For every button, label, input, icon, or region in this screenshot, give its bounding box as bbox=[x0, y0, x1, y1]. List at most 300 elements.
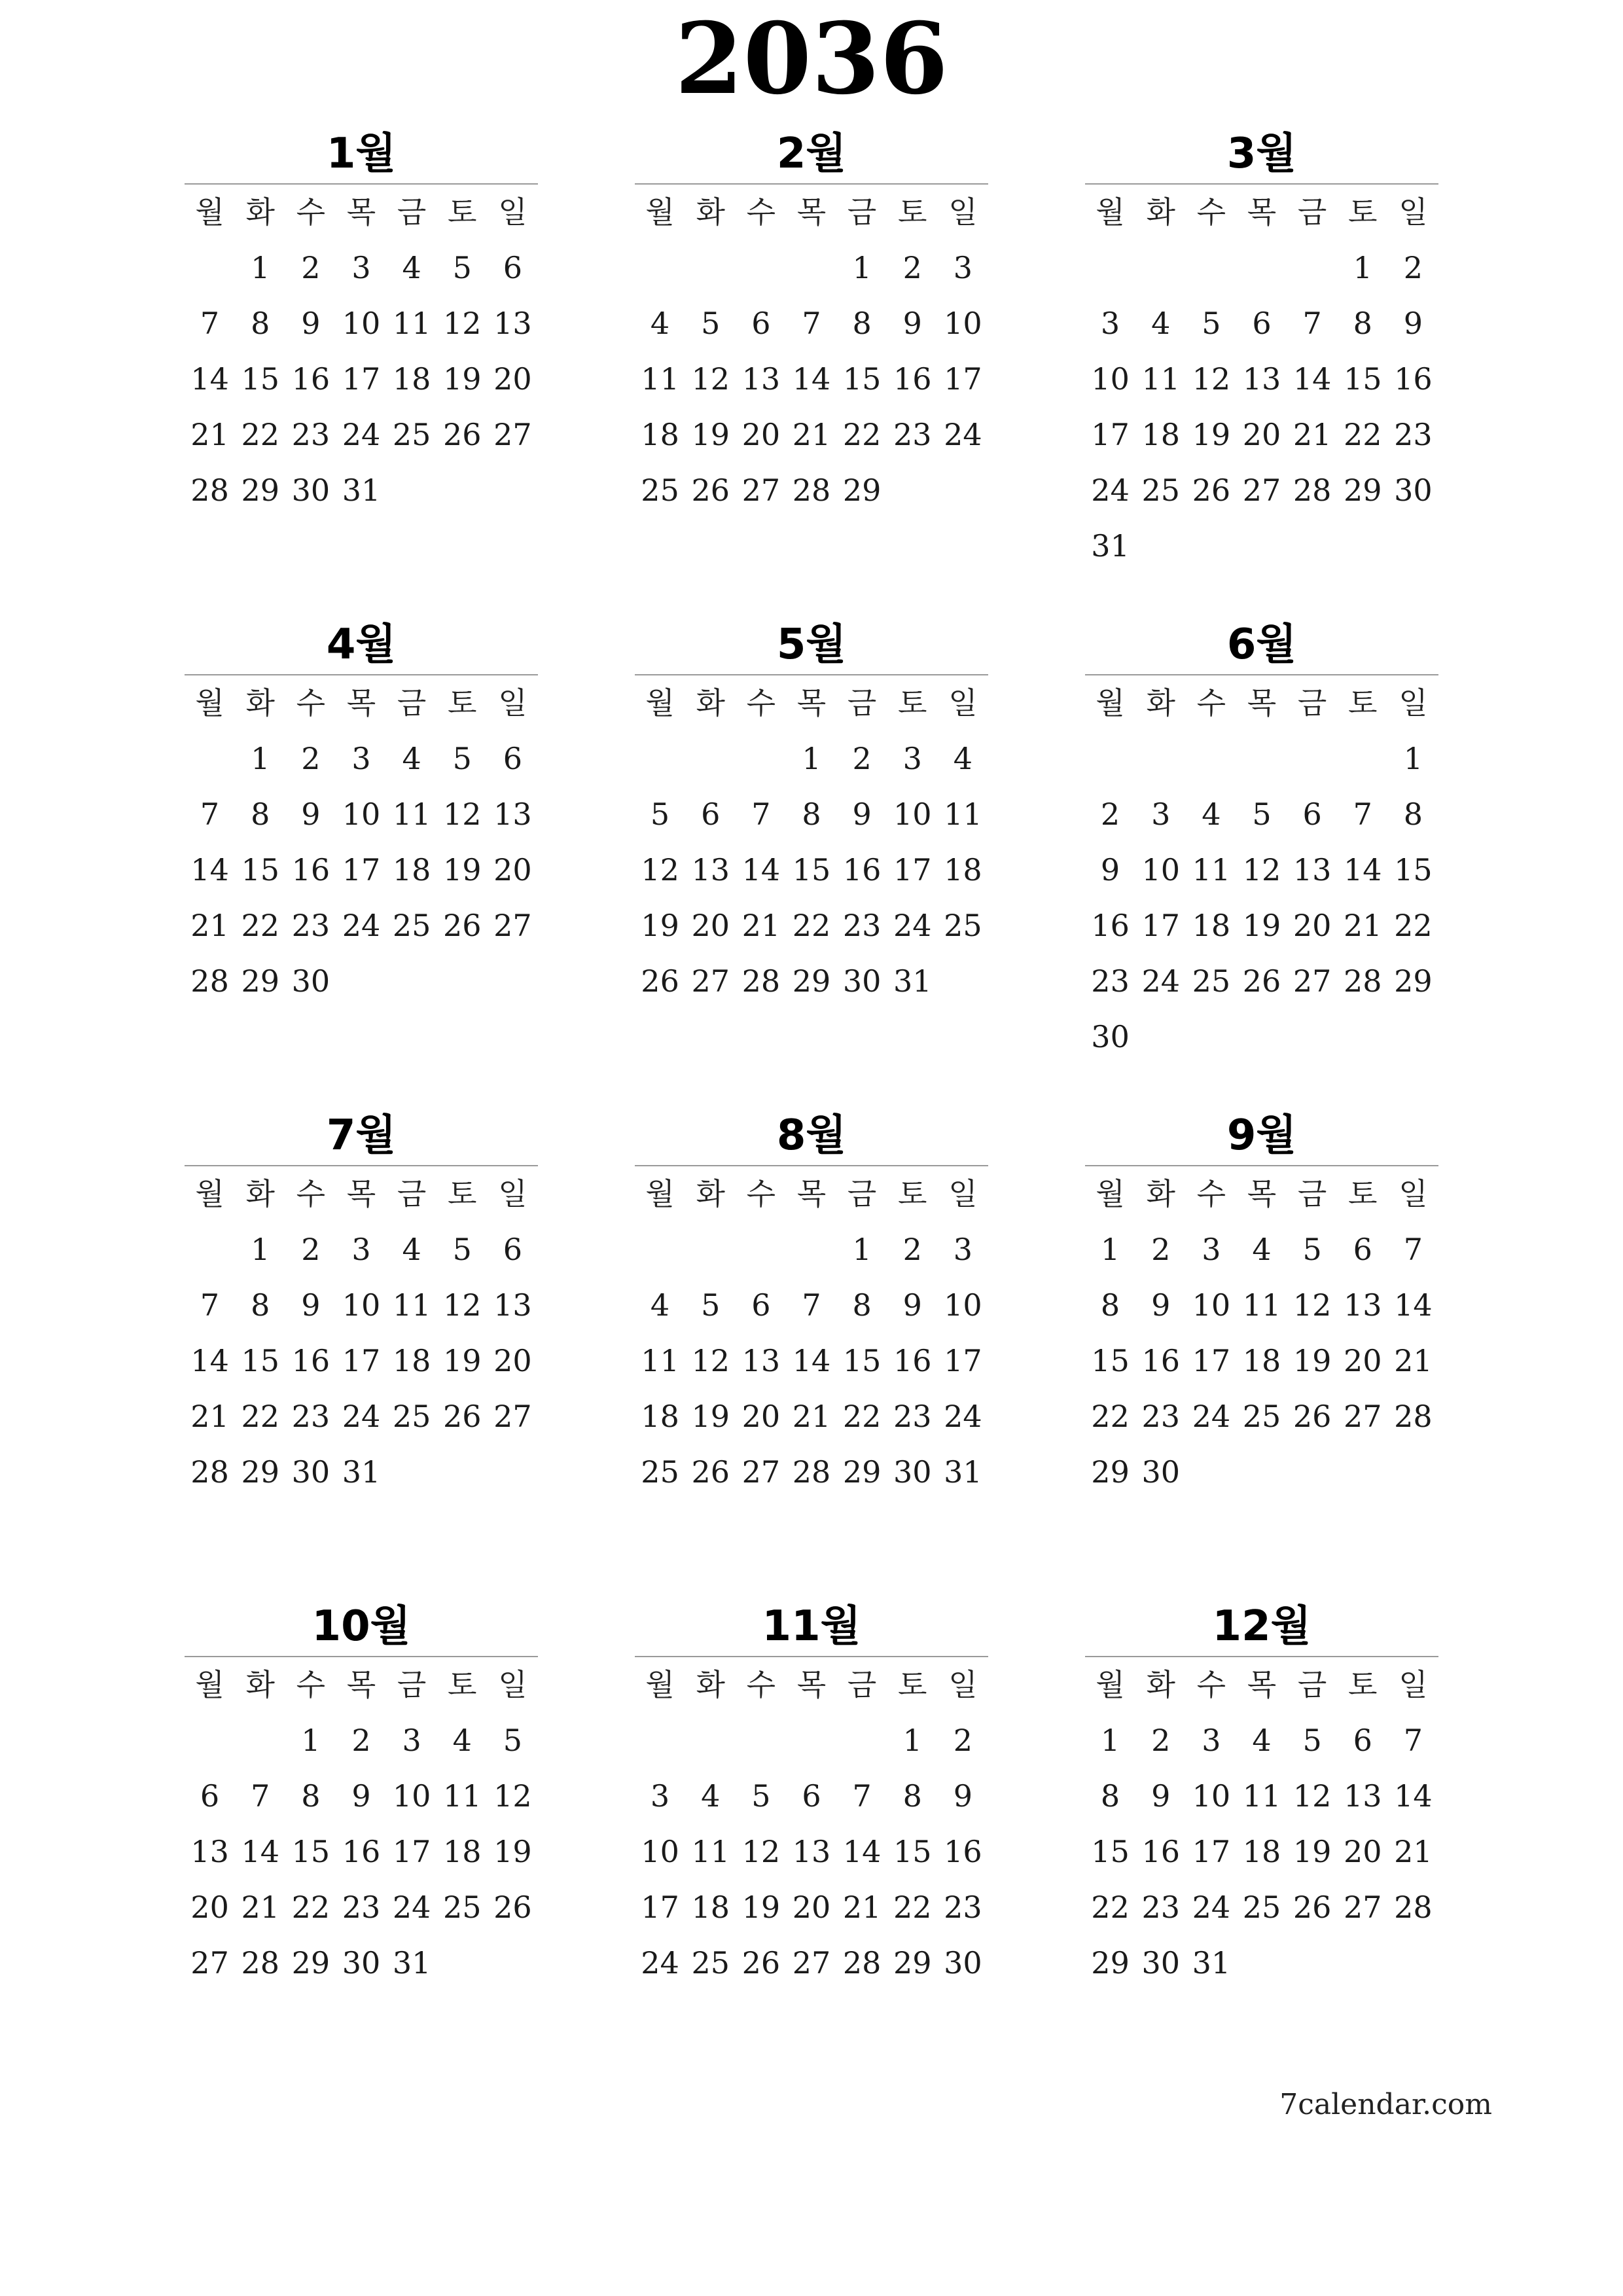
day-cell: 6 bbox=[751, 306, 771, 341]
day-cell: 17 bbox=[893, 852, 932, 888]
weekday-label: 토 bbox=[898, 1667, 927, 1702]
day-cell: 14 bbox=[842, 1834, 882, 1869]
day-cell: 24 bbox=[1192, 1890, 1231, 1925]
day-cell: 12 bbox=[691, 361, 730, 397]
day-cell: 11 bbox=[641, 361, 679, 397]
weekday-label: 목 bbox=[796, 1667, 827, 1702]
day-cell: 23 bbox=[944, 1890, 982, 1925]
day-cell: 30 bbox=[1141, 1454, 1180, 1490]
day-cell: 25 bbox=[1242, 1890, 1281, 1925]
empty-cell bbox=[635, 1713, 685, 1768]
day-cell: 5 bbox=[452, 1232, 472, 1267]
day-cell: 28 bbox=[1394, 1890, 1433, 1925]
weekday-label: 월 bbox=[195, 685, 224, 721]
month-block bbox=[185, 615, 538, 1009]
day-cell: 5 bbox=[1252, 797, 1272, 832]
day-cell: 22 bbox=[241, 417, 279, 452]
weekday-label: 화 bbox=[696, 1667, 725, 1702]
weekday-label: 화 bbox=[1146, 194, 1175, 230]
day-cell: 13 bbox=[792, 1834, 831, 1869]
day-cell: 16 bbox=[893, 1343, 932, 1378]
day-cell: 5 bbox=[1202, 306, 1221, 341]
weekday-label: 토 bbox=[1348, 1667, 1378, 1702]
empty-cell bbox=[1287, 731, 1338, 787]
weekday-label: 월 bbox=[195, 1176, 224, 1211]
weekday-label: 일 bbox=[948, 1176, 978, 1211]
day-cell: 23 bbox=[342, 1890, 381, 1925]
weekday-label: 목 bbox=[796, 194, 827, 230]
day-cell: 6 bbox=[1252, 306, 1272, 341]
empty-cell bbox=[185, 731, 235, 787]
day-cell: 7 bbox=[1353, 797, 1372, 832]
weekday-label: 금 bbox=[1297, 194, 1327, 230]
day-cell: 5 bbox=[751, 1778, 771, 1814]
day-cell: 2 bbox=[1100, 797, 1120, 832]
weekday-label: 금 bbox=[397, 685, 427, 721]
day-cell: 9 bbox=[902, 1287, 922, 1323]
day-cell: 8 bbox=[802, 797, 821, 832]
day-cell: 1 bbox=[902, 1723, 922, 1758]
day-cell: 11 bbox=[944, 797, 982, 832]
weekday-label: 수 bbox=[296, 194, 326, 230]
day-cell: 14 bbox=[190, 1343, 229, 1378]
day-cell: 24 bbox=[944, 417, 982, 452]
weekday-label: 월 bbox=[1096, 194, 1125, 230]
day-cell: 29 bbox=[241, 473, 279, 508]
day-cell: 19 bbox=[1293, 1343, 1332, 1378]
weekday-label: 토 bbox=[448, 685, 477, 721]
day-cell: 23 bbox=[291, 908, 330, 943]
day-cell: 22 bbox=[291, 1890, 330, 1925]
empty-cell bbox=[635, 1222, 685, 1278]
day-cell: 26 bbox=[1293, 1890, 1332, 1925]
weekday-label: 화 bbox=[245, 1667, 275, 1702]
day-cell: 19 bbox=[641, 908, 679, 943]
day-cell: 15 bbox=[1344, 361, 1382, 397]
day-cell: 5 bbox=[1302, 1723, 1322, 1758]
weekday-label: 금 bbox=[397, 194, 427, 230]
weekday-label: 목 bbox=[1247, 1667, 1277, 1702]
weekday-label: 목 bbox=[346, 685, 376, 721]
weekday-label: 목 bbox=[796, 1176, 827, 1211]
day-cell: 12 bbox=[641, 852, 679, 888]
month-block bbox=[635, 615, 988, 1009]
weekday-label: 일 bbox=[498, 1667, 527, 1702]
weekday-label: 수 bbox=[1196, 685, 1226, 721]
day-cell: 20 bbox=[1242, 417, 1281, 452]
day-cell: 29 bbox=[842, 473, 882, 508]
day-cell: 7 bbox=[852, 1778, 872, 1814]
empty-cell bbox=[1186, 240, 1236, 296]
day-cell: 22 bbox=[842, 1399, 882, 1434]
weekday-label: 목 bbox=[1247, 685, 1277, 721]
day-cell: 7 bbox=[1403, 1232, 1423, 1267]
day-cell: 13 bbox=[493, 1287, 532, 1323]
weekday-label: 수 bbox=[746, 194, 776, 230]
day-cell: 4 bbox=[1252, 1723, 1272, 1758]
day-cell: 19 bbox=[691, 417, 730, 452]
day-cell: 23 bbox=[1394, 417, 1433, 452]
day-cell: 6 bbox=[503, 741, 523, 776]
empty-cell bbox=[1338, 731, 1388, 787]
day-grid bbox=[635, 1657, 988, 1991]
day-cell: 28 bbox=[1293, 473, 1332, 508]
day-cell: 29 bbox=[1394, 963, 1433, 999]
day-cell: 14 bbox=[792, 361, 831, 397]
day-cell: 20 bbox=[691, 908, 730, 943]
day-cell: 11 bbox=[392, 797, 431, 832]
month-title: 6월 bbox=[1226, 620, 1297, 669]
day-cell: 20 bbox=[1344, 1343, 1382, 1378]
day-cell: 7 bbox=[1302, 306, 1322, 341]
day-cell: 27 bbox=[1344, 1890, 1382, 1925]
day-cell: 16 bbox=[291, 361, 330, 397]
day-cell: 2 bbox=[301, 1232, 321, 1267]
day-cell: 15 bbox=[241, 1343, 279, 1378]
day-cell: 4 bbox=[1151, 306, 1171, 341]
day-cell: 16 bbox=[1141, 1834, 1180, 1869]
day-cell: 8 bbox=[852, 1287, 872, 1323]
empty-cell bbox=[635, 240, 685, 296]
day-cell: 17 bbox=[1192, 1343, 1231, 1378]
day-cell: 13 bbox=[691, 852, 730, 888]
empty-cell bbox=[736, 1222, 786, 1278]
day-cell: 12 bbox=[1192, 361, 1231, 397]
day-cell: 24 bbox=[944, 1399, 982, 1434]
day-cell: 11 bbox=[691, 1834, 730, 1869]
day-cell: 11 bbox=[1141, 361, 1180, 397]
day-cell: 23 bbox=[291, 417, 330, 452]
day-cell: 1 bbox=[802, 741, 821, 776]
day-cell: 21 bbox=[1394, 1343, 1433, 1378]
day-cell: 17 bbox=[1192, 1834, 1231, 1869]
weekday-label: 목 bbox=[1247, 194, 1277, 230]
day-cell: 5 bbox=[1302, 1232, 1322, 1267]
month-block bbox=[1085, 615, 1438, 1065]
month-block bbox=[1085, 1106, 1438, 1500]
day-cell: 30 bbox=[944, 1945, 982, 1981]
day-cell: 1 bbox=[1100, 1723, 1120, 1758]
day-cell: 22 bbox=[1344, 417, 1382, 452]
day-cell: 28 bbox=[190, 963, 229, 999]
weekday-label: 월 bbox=[1096, 1176, 1125, 1211]
day-cell: 12 bbox=[443, 797, 482, 832]
day-cell: 23 bbox=[842, 908, 882, 943]
day-cell: 25 bbox=[392, 1399, 431, 1434]
day-cell: 26 bbox=[691, 473, 730, 508]
day-cell: 16 bbox=[842, 852, 882, 888]
day-cell: 24 bbox=[641, 1945, 679, 1981]
day-cell: 30 bbox=[1141, 1945, 1180, 1981]
day-grid bbox=[185, 1657, 538, 1991]
year-title: 2036 bbox=[675, 1, 948, 117]
weekday-label: 토 bbox=[1348, 685, 1378, 721]
month-block bbox=[185, 1597, 538, 1991]
empty-cell bbox=[786, 1713, 836, 1768]
day-cell: 13 bbox=[741, 361, 781, 397]
day-cell: 5 bbox=[701, 1287, 721, 1323]
day-cell: 11 bbox=[443, 1778, 482, 1814]
day-cell: 10 bbox=[392, 1778, 431, 1814]
day-cell: 21 bbox=[1344, 908, 1382, 943]
day-cell: 13 bbox=[1344, 1287, 1382, 1323]
day-cell: 29 bbox=[241, 963, 279, 999]
day-cell: 18 bbox=[1242, 1343, 1281, 1378]
day-cell: 5 bbox=[452, 741, 472, 776]
day-cell: 28 bbox=[190, 1454, 229, 1490]
day-cell: 6 bbox=[701, 797, 721, 832]
day-cell: 18 bbox=[1242, 1834, 1281, 1869]
weekday-label: 월 bbox=[645, 194, 675, 230]
day-cell: 31 bbox=[342, 1454, 381, 1490]
day-cell: 25 bbox=[443, 1890, 482, 1925]
day-cell: 2 bbox=[1151, 1232, 1171, 1267]
weekday-label: 화 bbox=[696, 194, 725, 230]
weekday-label: 화 bbox=[696, 1176, 725, 1211]
day-cell: 8 bbox=[902, 1778, 922, 1814]
month-block bbox=[185, 1106, 538, 1500]
day-cell: 17 bbox=[944, 1343, 982, 1378]
day-cell: 24 bbox=[1141, 963, 1180, 999]
empty-cell bbox=[185, 1222, 235, 1278]
day-cell: 6 bbox=[503, 250, 523, 285]
day-cell: 15 bbox=[1091, 1343, 1130, 1378]
day-cell: 16 bbox=[342, 1834, 381, 1869]
day-cell: 6 bbox=[503, 1232, 523, 1267]
day-cell: 10 bbox=[342, 306, 381, 341]
day-cell: 22 bbox=[1091, 1890, 1130, 1925]
day-cell: 27 bbox=[1344, 1399, 1382, 1434]
weekday-label: 토 bbox=[448, 1667, 477, 1702]
day-cell: 23 bbox=[1141, 1890, 1180, 1925]
day-cell: 3 bbox=[351, 250, 371, 285]
month-block bbox=[1085, 124, 1438, 574]
day-cell: 16 bbox=[1091, 908, 1130, 943]
day-cell: 1 bbox=[251, 741, 270, 776]
day-cell: 24 bbox=[342, 417, 381, 452]
empty-cell bbox=[685, 1713, 736, 1768]
day-cell: 31 bbox=[944, 1454, 982, 1490]
day-cell: 15 bbox=[893, 1834, 932, 1869]
day-cell: 12 bbox=[1293, 1287, 1332, 1323]
day-cell: 13 bbox=[1344, 1778, 1382, 1814]
day-cell: 28 bbox=[190, 473, 229, 508]
day-cell: 21 bbox=[842, 1890, 882, 1925]
day-cell: 10 bbox=[944, 306, 982, 341]
month-title: 10월 bbox=[312, 1602, 411, 1651]
weekday-label: 일 bbox=[948, 194, 978, 230]
day-cell: 27 bbox=[691, 963, 730, 999]
day-cell: 6 bbox=[1353, 1723, 1372, 1758]
month-title: 3월 bbox=[1226, 130, 1297, 178]
day-grid bbox=[1085, 675, 1438, 1065]
weekday-label: 목 bbox=[796, 685, 827, 721]
day-cell: 5 bbox=[650, 797, 670, 832]
weekday-label: 목 bbox=[346, 1667, 376, 1702]
weekday-label: 월 bbox=[645, 1667, 675, 1702]
day-cell: 1 bbox=[301, 1723, 321, 1758]
day-cell: 24 bbox=[1091, 473, 1130, 508]
empty-cell bbox=[786, 1222, 836, 1278]
day-cell: 31 bbox=[392, 1945, 431, 1981]
empty-cell bbox=[1287, 240, 1338, 296]
day-cell: 18 bbox=[443, 1834, 482, 1869]
day-cell: 21 bbox=[190, 417, 229, 452]
day-cell: 19 bbox=[1192, 417, 1231, 452]
day-cell: 7 bbox=[200, 797, 220, 832]
day-cell: 4 bbox=[402, 250, 421, 285]
day-cell: 17 bbox=[342, 1343, 381, 1378]
day-cell: 9 bbox=[301, 1287, 321, 1323]
weekday-label: 목 bbox=[1247, 1176, 1277, 1211]
day-cell: 15 bbox=[842, 1343, 882, 1378]
empty-cell bbox=[1085, 731, 1135, 787]
weekday-label: 월 bbox=[1096, 685, 1125, 721]
day-cell: 18 bbox=[691, 1890, 730, 1925]
weekday-label: 금 bbox=[397, 1667, 427, 1702]
day-cell: 4 bbox=[650, 306, 670, 341]
weekday-label: 수 bbox=[746, 685, 776, 721]
month-title: 9월 bbox=[1226, 1111, 1297, 1160]
empty-cell bbox=[1236, 731, 1287, 787]
day-cell: 12 bbox=[1242, 852, 1281, 888]
day-cell: 25 bbox=[1242, 1399, 1281, 1434]
day-cell: 10 bbox=[342, 1287, 381, 1323]
day-cell: 9 bbox=[953, 1778, 973, 1814]
day-cell: 18 bbox=[392, 852, 431, 888]
day-cell: 8 bbox=[301, 1778, 321, 1814]
day-cell: 21 bbox=[190, 1399, 229, 1434]
day-cell: 27 bbox=[493, 1399, 532, 1434]
day-cell: 12 bbox=[691, 1343, 730, 1378]
day-cell: 14 bbox=[1293, 361, 1332, 397]
day-cell: 28 bbox=[792, 473, 831, 508]
day-cell: 19 bbox=[1242, 908, 1281, 943]
day-cell: 26 bbox=[1242, 963, 1281, 999]
day-cell: 10 bbox=[342, 797, 381, 832]
day-cell: 3 bbox=[351, 1232, 371, 1267]
weekday-label: 일 bbox=[1399, 194, 1428, 230]
day-cell: 26 bbox=[691, 1454, 730, 1490]
day-cell: 7 bbox=[802, 1287, 821, 1323]
day-cell: 17 bbox=[944, 361, 982, 397]
day-cell: 25 bbox=[392, 417, 431, 452]
day-cell: 29 bbox=[1091, 1454, 1130, 1490]
weekday-label: 금 bbox=[847, 1667, 877, 1702]
day-cell: 19 bbox=[443, 1343, 482, 1378]
day-cell: 25 bbox=[1192, 963, 1231, 999]
day-cell: 3 bbox=[1151, 797, 1171, 832]
day-cell: 13 bbox=[190, 1834, 229, 1869]
month-block bbox=[635, 1106, 988, 1500]
day-cell: 17 bbox=[342, 852, 381, 888]
day-cell: 8 bbox=[1353, 306, 1372, 341]
day-cell: 7 bbox=[200, 306, 220, 341]
empty-cell bbox=[185, 240, 235, 296]
weekday-label: 수 bbox=[746, 1667, 776, 1702]
day-cell: 29 bbox=[792, 963, 831, 999]
day-cell: 2 bbox=[301, 741, 321, 776]
day-cell: 2 bbox=[301, 250, 321, 285]
day-cell: 9 bbox=[301, 797, 321, 832]
day-cell: 14 bbox=[1344, 852, 1382, 888]
day-cell: 12 bbox=[1293, 1778, 1332, 1814]
day-cell: 9 bbox=[1403, 306, 1423, 341]
day-cell: 18 bbox=[392, 361, 431, 397]
day-cell: 4 bbox=[701, 1778, 721, 1814]
day-cell: 12 bbox=[443, 306, 482, 341]
day-cell: 17 bbox=[342, 361, 381, 397]
day-cell: 18 bbox=[944, 852, 982, 888]
day-cell: 6 bbox=[1353, 1232, 1372, 1267]
day-cell: 29 bbox=[893, 1945, 932, 1981]
weekday-label: 토 bbox=[448, 1176, 477, 1211]
day-grid bbox=[635, 675, 988, 1009]
weekday-label: 일 bbox=[498, 1176, 527, 1211]
empty-cell bbox=[736, 240, 786, 296]
day-grid bbox=[1085, 1657, 1438, 1991]
day-cell: 20 bbox=[741, 417, 781, 452]
day-cell: 9 bbox=[852, 797, 872, 832]
day-cell: 6 bbox=[1302, 797, 1322, 832]
day-cell: 25 bbox=[1141, 473, 1180, 508]
day-cell: 9 bbox=[1151, 1287, 1171, 1323]
day-cell: 17 bbox=[392, 1834, 431, 1869]
day-cell: 2 bbox=[351, 1723, 371, 1758]
day-cell: 1 bbox=[852, 1232, 872, 1267]
day-cell: 25 bbox=[691, 1945, 730, 1981]
day-cell: 26 bbox=[443, 908, 482, 943]
weekday-label: 수 bbox=[1196, 1176, 1226, 1211]
day-cell: 30 bbox=[1394, 473, 1433, 508]
day-cell: 26 bbox=[443, 417, 482, 452]
day-cell: 14 bbox=[241, 1834, 279, 1869]
weekday-label: 화 bbox=[245, 1176, 275, 1211]
day-cell: 14 bbox=[190, 852, 229, 888]
weekday-label: 일 bbox=[1399, 685, 1428, 721]
day-cell: 8 bbox=[251, 797, 270, 832]
month-block bbox=[185, 124, 538, 518]
day-cell: 3 bbox=[1202, 1723, 1221, 1758]
empty-cell bbox=[837, 1713, 887, 1768]
weekday-label: 화 bbox=[1146, 1176, 1175, 1211]
day-cell: 20 bbox=[792, 1890, 831, 1925]
day-cell: 28 bbox=[241, 1945, 279, 1981]
day-cell: 17 bbox=[1141, 908, 1180, 943]
day-grid bbox=[185, 185, 538, 518]
day-cell: 27 bbox=[741, 473, 781, 508]
day-cell: 22 bbox=[842, 417, 882, 452]
day-cell: 25 bbox=[944, 908, 982, 943]
day-cell: 10 bbox=[1141, 852, 1180, 888]
day-cell: 26 bbox=[1192, 473, 1231, 508]
day-cell: 1 bbox=[251, 1232, 270, 1267]
day-cell: 15 bbox=[241, 852, 279, 888]
month-title: 12월 bbox=[1212, 1602, 1311, 1651]
day-cell: 7 bbox=[200, 1287, 220, 1323]
day-cell: 14 bbox=[792, 1343, 831, 1378]
empty-cell bbox=[1085, 240, 1135, 296]
day-cell: 7 bbox=[802, 306, 821, 341]
weekday-label: 일 bbox=[1399, 1667, 1428, 1702]
day-cell: 3 bbox=[351, 741, 371, 776]
weekday-label: 월 bbox=[645, 685, 675, 721]
day-cell: 22 bbox=[792, 908, 831, 943]
day-cell: 27 bbox=[190, 1945, 229, 1981]
day-cell: 4 bbox=[402, 1232, 421, 1267]
day-cell: 23 bbox=[1141, 1399, 1180, 1434]
day-cell: 21 bbox=[741, 908, 781, 943]
